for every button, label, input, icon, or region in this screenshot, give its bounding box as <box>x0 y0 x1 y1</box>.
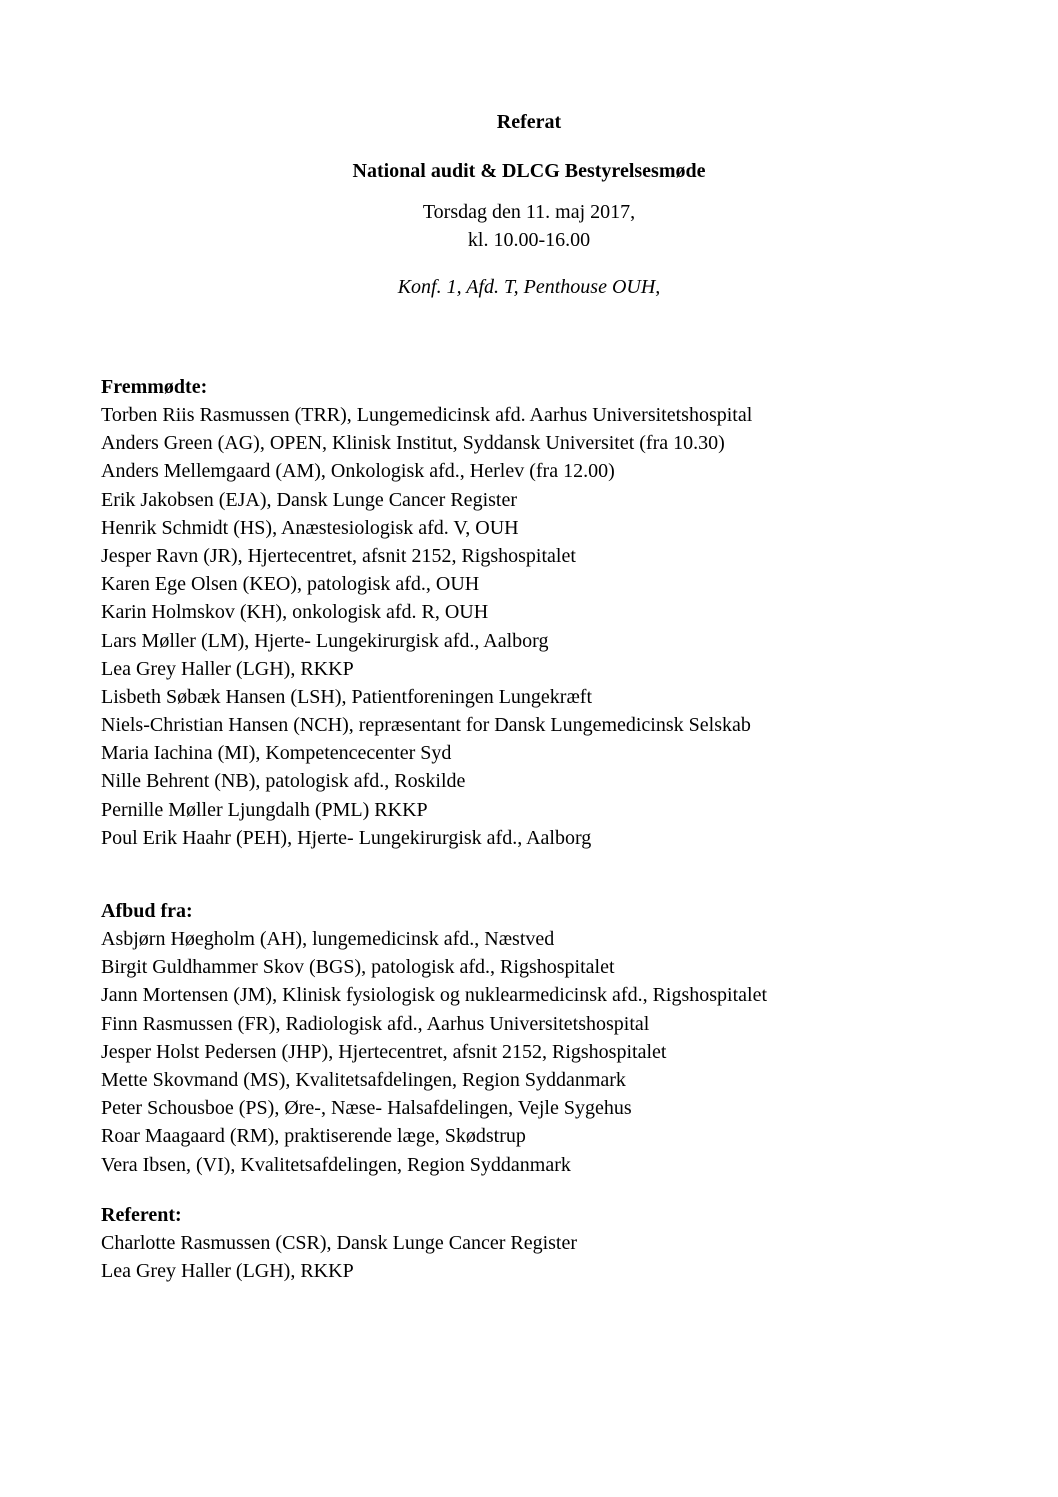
attendee-item: Karin Holmskov (KH), onkologisk afd. R, OUH <box>101 601 489 624</box>
attendees-list <box>101 401 1001 852</box>
referent-section <box>101 1201 1001 1285</box>
absent-item: Birgit Guldhammer Skov (BGS), patologisk afd., Rigshospitalet <box>101 956 615 979</box>
referent-item: Charlotte Rasmussen (CSR), Dansk Lunge Cancer Register <box>101 1232 578 1254</box>
absent-section <box>101 897 1001 1179</box>
attendee-item: Erik Jakobsen (EJA), Dansk Lunge Cancer Register <box>101 488 517 511</box>
referent-item: Lea Grey Haller (LGH), RKKP <box>101 1260 354 1283</box>
absent-item: Roar Maagaard (RM), praktiserende læge, Skødstrup <box>101 1125 526 1148</box>
absent-list <box>101 925 1001 1179</box>
referent-list <box>101 1229 1001 1285</box>
attendee-item: Maria Iachina (MI), Kompetencecenter Syd <box>101 742 452 765</box>
attendee-item: Torben Riis Rasmussen (TRR), Lungemedicinsk afd. Aarhus Universitetshospital <box>101 404 753 426</box>
absent-item: Finn Rasmussen (FR), Radiologisk afd., Aarhus Universitetshospital <box>101 1012 650 1035</box>
referent-heading: Referent: <box>101 1204 182 1226</box>
absent-item: Mette Skovmand (MS), Kvalitetsafdelingen, Region Syddanmark <box>101 1068 626 1091</box>
attendee-item: Niels-Christian Hansen (NCH), repræsentant for Dansk Lungemedicinsk Selskab <box>101 714 751 737</box>
attendee-item: Lisbeth Søbæk Hansen (LSH), Patientforeningen Lungekræft <box>101 685 593 708</box>
attendee-item: Nille Behrent (NB), patologisk afd., Roskilde <box>101 770 466 793</box>
attendee-item: Pernille Møller Ljungdalh (PML) RKKP <box>101 798 428 821</box>
meeting-name: National audit & DLCG Bestyrelsesmøde <box>352 160 706 182</box>
absent-item: Asbjørn Høegholm (AH), lungemedicinsk afd., Næstved <box>101 928 555 950</box>
absent-heading: Afbud fra: <box>101 900 193 922</box>
absent-item: Jann Mortensen (JM), Klinisk fysiologisk og nuklearmedicinsk afd., Rigshospitalet <box>101 984 768 1007</box>
attendee-item: Anders Green (AG), OPEN, Klinisk Institut, Syddansk Universitet (fra 10.30) <box>101 432 725 455</box>
attendee-item: Henrik Schmidt (HS), Anæstesiologisk afd. V, OUH <box>101 516 519 539</box>
absent-item: Vera Ibsen, (VI), Kvalitetsafdelingen, Region Syddanmark <box>101 1153 571 1176</box>
absent-item: Jesper Holst Pedersen (JHP), Hjertecentret, afsnit 2152, Rigshospitalet <box>101 1040 667 1063</box>
attendees-heading: Fremmødte: <box>101 376 208 398</box>
attendee-item: Jesper Ravn (JR), Hjertecentret, afsnit 2152, Rigshospitalet <box>101 544 576 567</box>
attendee-item: Anders Mellemgaard (AM), Onkologisk afd., Herlev (fra 12.00) <box>101 460 615 483</box>
attendee-item: Poul Erik Haahr (PEH), Hjerte- Lungekirurgisk afd., Aalborg <box>101 826 592 849</box>
absent-item: Peter Schousboe (PS), Øre-, Næse- Halsafdelingen, Vejle Sygehus <box>101 1097 632 1120</box>
meeting-location: Konf. 1, Afd. T, Penthouse OUH, <box>397 276 661 298</box>
document-title: Referat <box>496 111 562 133</box>
attendee-item: Lea Grey Haller (LGH), RKKP <box>101 657 354 680</box>
attendees-section <box>101 373 1001 852</box>
attendee-item: Lars Møller (LM), Hjerte- Lungekirurgisk afd., Aalborg <box>101 629 549 652</box>
meeting-time: kl. 10.00-16.00 <box>467 229 591 251</box>
attendee-item: Karen Ege Olsen (KEO), patologisk afd., OUH <box>101 573 480 596</box>
meeting-date: Torsdag den 11. maj 2017, <box>422 201 636 223</box>
